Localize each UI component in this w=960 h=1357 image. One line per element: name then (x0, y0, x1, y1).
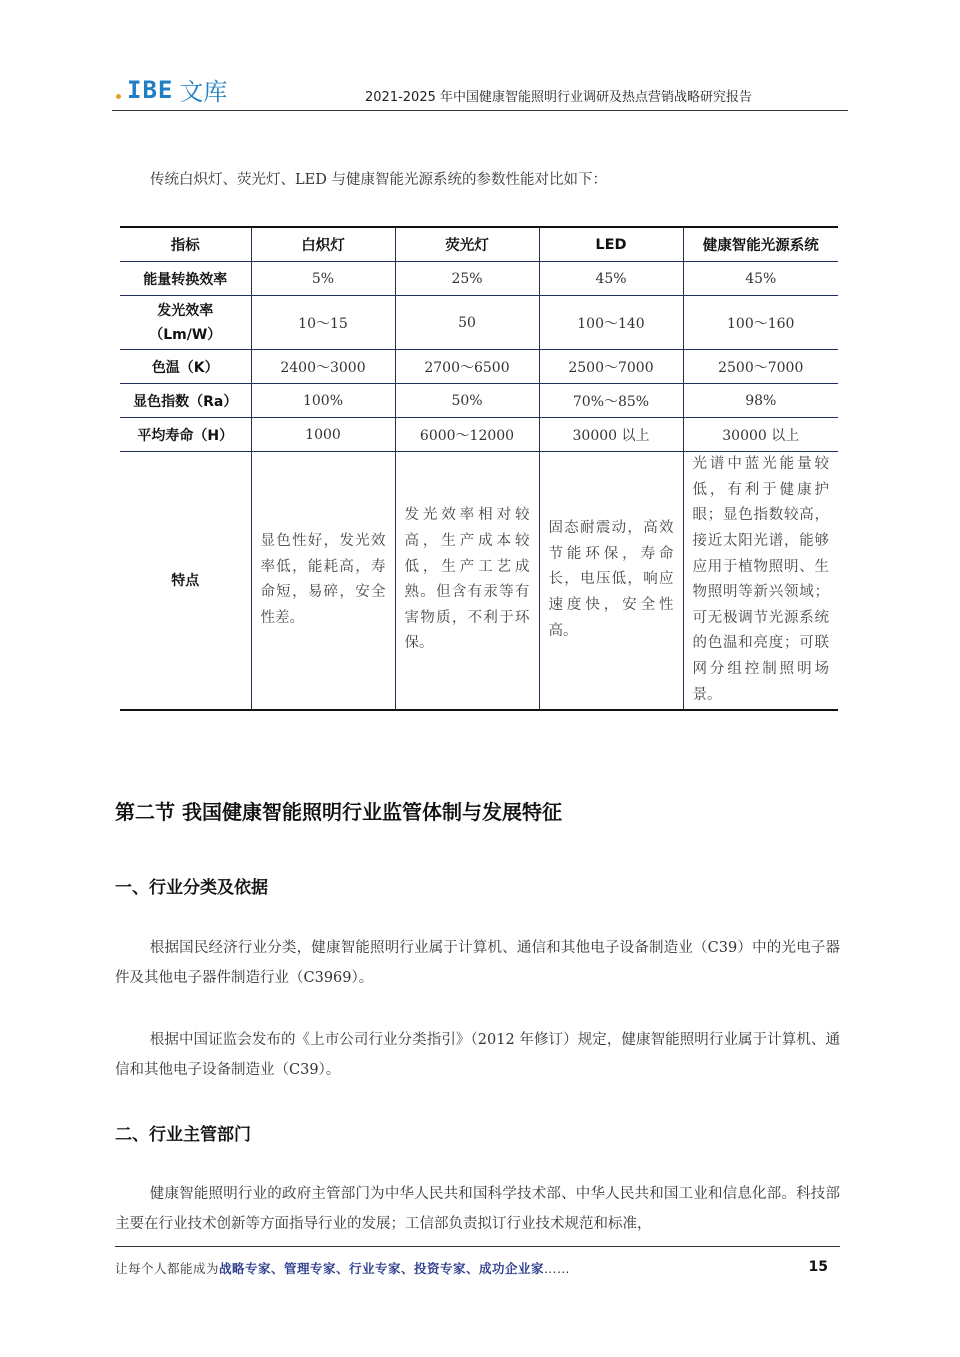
table-row (120, 262, 838, 296)
body-paragraph: 根据国民经济行业分类，健康智能照明行业属于计算机、通信和其他电子设备制造业（C39）中的光电子器件及其他电子器件制造行业（C3969）。 (115, 940, 840, 986)
table-intro: 传统白炽灯、荧光灯、LED 与健康智能光源系统的参数性能对比如下： (150, 172, 607, 188)
footer-divider (115, 1246, 840, 1247)
header-cell: 荧光灯 (395, 227, 539, 262)
table-cell: 50 (395, 296, 539, 350)
table-cell: 2500～7000 (539, 350, 683, 384)
logo-text: 文库 (179, 78, 228, 106)
table-cell: 2400～3000 (251, 350, 395, 384)
table-cell: 100～160 (683, 296, 838, 350)
body-paragraph: 健康智能照明行业的政府主管部门为中华人民共和国科学技术部、中华人民共和国工业和信息化部。科技部主要在行业技术创新等方面指导行业的发展；工信部负责拟订行业技术规范和标准， (115, 1186, 840, 1232)
table-cell: 50% (395, 384, 539, 418)
subsection-heading: 二、行业主管部门 (115, 1125, 251, 1145)
logo-mark: IBE (127, 75, 174, 104)
table-cell: 45% (683, 262, 838, 296)
table-cell: 25% (395, 262, 539, 296)
header-cell: 白炽灯 (251, 227, 395, 262)
table-cell: 2700～6500 (395, 350, 539, 384)
row-label: 显色指数（Ra） (120, 384, 251, 418)
body-paragraph: 根据中国证监会发布的《上市公司行业分类指引》（2012 年修订）规定，健康智能照明行业属于计算机、通信和其他电子设备制造业（C39）。 (115, 1032, 840, 1078)
row-label: 发光效率（Lm/W） (120, 296, 251, 350)
footer-trail: …… (544, 1261, 571, 1276)
feature-cell: 固态耐震动，高效节能环保，寿命长，电压低，响应速度快，安全性高。 (539, 452, 683, 710)
table-header-row (120, 227, 838, 262)
table-cell: 30000 以上 (539, 418, 683, 452)
footer-emphasis: 战略专家、管理专家、行业专家、投资专家、成功企业家 (219, 1261, 545, 1276)
table-cell: 5% (251, 262, 395, 296)
table-cell: 45% (539, 262, 683, 296)
row-label: 能量转换效率 (120, 262, 251, 296)
table-cell: 2500～7000 (683, 350, 838, 384)
table-cell: 98% (683, 384, 838, 418)
table-row (120, 384, 838, 418)
page-number: 15 (808, 1259, 828, 1275)
table-cell: 10～15 (251, 296, 395, 350)
page-header (112, 66, 848, 111)
row-label: 特点 (120, 452, 251, 710)
logo-dot-icon (116, 94, 121, 99)
footer-slogan (115, 1259, 570, 1277)
site-logo[interactable] (116, 72, 227, 107)
header-cell: 指标 (120, 227, 251, 262)
table-cell: 30000 以上 (683, 418, 838, 452)
table-cell: 1000 (251, 418, 395, 452)
feature-row (120, 452, 838, 710)
table-row (120, 418, 838, 452)
table-cell: 70%～85% (539, 384, 683, 418)
row-label: 色温（K） (120, 350, 251, 384)
header-cell: 健康智能光源系统 (683, 227, 838, 262)
table-row (120, 296, 838, 350)
section-heading: 第二节 我国健康智能照明行业监管体制与发展特征 (115, 800, 562, 824)
row-label: 平均寿命（H） (120, 418, 251, 452)
footer-lead: 让每个人都能成为 (115, 1261, 220, 1276)
header-cell: LED (539, 227, 683, 262)
subsection-heading: 一、行业分类及依据 (115, 878, 268, 898)
table-row (120, 350, 838, 384)
feature-cell: 发光效率相对较高，生产成本较低，生产工艺成熟。但含有汞等有害物质，不利于环保。 (395, 452, 539, 710)
table-cell: 6000～12000 (395, 418, 539, 452)
table-cell: 100% (251, 384, 395, 418)
report-title: 2021-2025 年中国健康智能照明行业调研及热点营销战略研究报告 (365, 90, 752, 105)
feature-cell: 光谱中蓝光能量较低，有利于健康护眼；显色指数较高，接近太阳光谱，能够应用于植物照明、生物照明等新兴领域；可无极调节光源系统的色温和亮度；可联网分组控制照明场景。 (692, 456, 829, 703)
feature-cell: 显色性好，发光效率低，能耗高，寿命短，易碎，安全性差。 (251, 452, 395, 710)
comparison-table (120, 226, 838, 711)
table-cell: 100～140 (539, 296, 683, 350)
